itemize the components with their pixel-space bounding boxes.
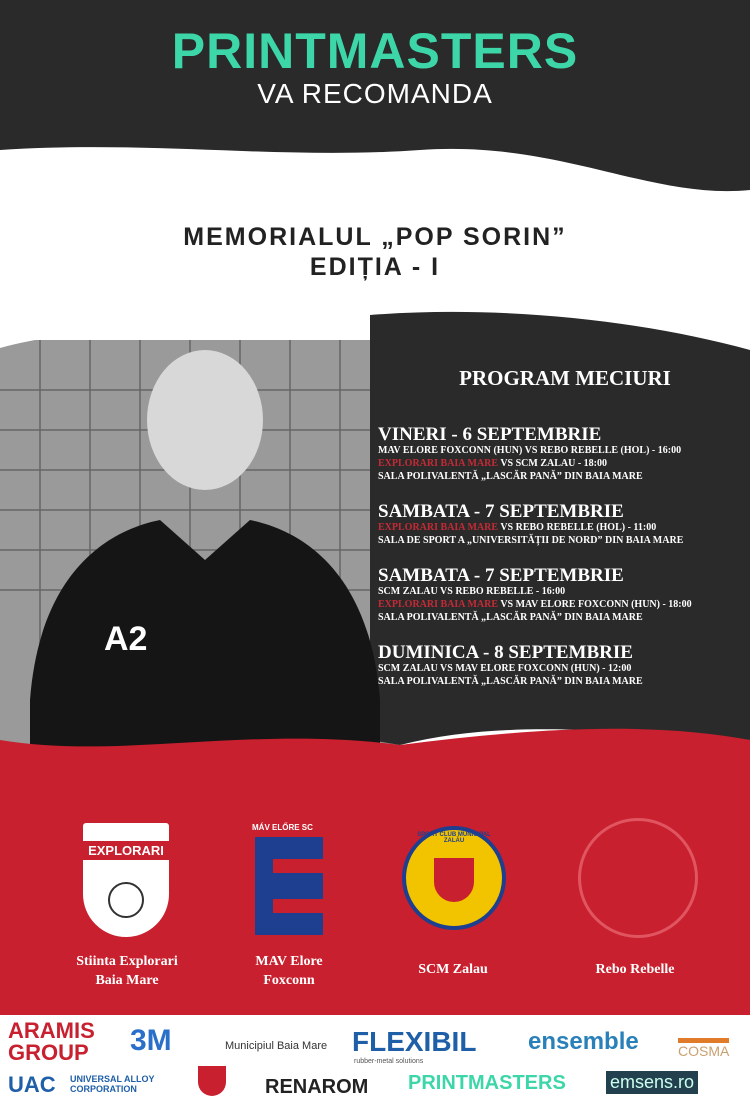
- event-title-line1: MEMORIALUL „POP SORIN”: [183, 223, 567, 251]
- scm-zalau-logo-text: SPORT CLUB MUNICIPAL ZALĂU: [417, 832, 491, 844]
- sponsor-municipiul: Municipiul Baia Mare: [225, 1040, 328, 1052]
- club-name-scm: [373, 960, 533, 979]
- match-day: [378, 643, 643, 688]
- match-line: [378, 470, 681, 483]
- match-line: [378, 675, 643, 688]
- event-title-line2: EDIȚIA - I: [309, 253, 441, 281]
- rebo-rebelle-logo: [578, 818, 698, 938]
- match-day-heading: DUMINICA - 8 SEPTEMBRIE: [378, 642, 633, 663]
- home-team-highlight: EXPLORARI BAIA MARE: [378, 458, 499, 469]
- match-line: [378, 585, 692, 598]
- match-line-text: MAV ELORE FOXCONN (HUN) VS REBO REBELLE (HOL) - 16:00: [378, 445, 682, 456]
- sponsor-3m: 3M: [130, 1024, 172, 1057]
- crest-icon: [434, 858, 474, 902]
- sponsor-uac: UAC: [8, 1072, 56, 1097]
- home-team-highlight: EXPLORARI BAIA MARE: [378, 522, 499, 533]
- match-line-text: VS SCM ZALAU - 18:00: [498, 458, 608, 469]
- match-line-text: SCM ZALAU VS MAV ELORE FOXCONN (HUN) - 12:00: [378, 663, 632, 674]
- match-day-heading: VINERI - 6 SEPTEMBRIE: [378, 424, 602, 445]
- club-name-line1: Rebo Rebelle: [595, 962, 675, 977]
- match-line-text: VS MAV ELORE FOXCONN (HUN) - 18:00: [498, 599, 692, 610]
- sponsor-flexibil-tagline: rubber-metal solutions: [354, 1058, 424, 1065]
- explorari-logo-text: EXPLORARI: [83, 841, 169, 860]
- sponsor-uac-name: UNIVERSAL ALLOY CORPORATION: [70, 1074, 155, 1094]
- match-line: [378, 662, 643, 675]
- match-day: [378, 502, 683, 547]
- club-name-line1: MAV Elore: [255, 954, 323, 969]
- mav-logo-text: MÁV ELŐRE SC: [252, 823, 313, 832]
- sponsor-flexibil: FLEXIBIL: [352, 1026, 477, 1057]
- brand-subtitle: VA RECOMANDA: [257, 78, 493, 109]
- match-line-text: SCM ZALAU VS REBO REBELLE - 16:00: [378, 586, 566, 597]
- scm-zalau-logo: [402, 826, 506, 930]
- brand-title: PRINTMASTERS: [171, 23, 579, 79]
- match-line-text: SALA DE SPORT A „UNIVERSITĂȚII DE NORD” DIN BAIA MARE: [378, 535, 684, 546]
- home-team-highlight: EXPLORARI BAIA MARE: [378, 599, 499, 610]
- sponsor-printmasters: PRINTMASTERS: [408, 1072, 566, 1094]
- club-name-line2: Baia Mare: [95, 973, 159, 988]
- match-line: [378, 534, 683, 547]
- sponsor-emsens: emsens.ro: [606, 1071, 698, 1094]
- club-name-explorari: [47, 952, 207, 990]
- sponsor-ensemble: ensemble: [528, 1028, 639, 1055]
- club-name-line1: SCM Zalau: [418, 962, 488, 977]
- sponsor-cosma: COSMA: [678, 1038, 729, 1059]
- explorari-logo: [80, 820, 172, 940]
- event-title: [0, 222, 750, 282]
- match-line-text: SALA POLIVALENTĂ „LASCĂR PANĂ” DIN BAIA MARE: [378, 676, 643, 687]
- club-name-line1: Stiinta Explorari: [76, 954, 178, 969]
- shirt-number: A2: [104, 620, 148, 658]
- match-line: [378, 444, 681, 457]
- match-day: [378, 566, 692, 624]
- club-name-mav: [209, 952, 369, 990]
- sponsor-renarom: RENAROM: [265, 1076, 369, 1098]
- match-line: [378, 611, 692, 624]
- match-line: [378, 457, 681, 470]
- club-name-line2: Foxconn: [263, 973, 315, 988]
- match-line-text: SALA POLIVALENTĂ „LASCĂR PANĂ” DIN BAIA MARE: [378, 471, 643, 482]
- club-name-rebo: [555, 960, 715, 979]
- match-line-text: SALA POLIVALENTĂ „LASCĂR PANĂ” DIN BAIA MARE: [378, 612, 643, 623]
- volleyball-icon: [108, 882, 144, 918]
- match-day: [378, 425, 681, 483]
- sponsor-aramis: ARAMIS GROUP: [8, 1018, 95, 1065]
- match-day-heading: SAMBATA - 7 SEPTEMBRIE: [378, 565, 624, 586]
- match-line: [378, 598, 692, 611]
- match-line: [378, 521, 683, 534]
- program-title: PROGRAM MECIURI: [459, 366, 671, 390]
- match-day-heading: SAMBATA - 7 SEPTEMBRIE: [378, 501, 624, 522]
- mav-logo: [255, 837, 323, 935]
- county-crest-icon: [198, 1066, 226, 1096]
- match-line-text: VS REBO REBELLE (HOL) - 11:00: [498, 522, 657, 533]
